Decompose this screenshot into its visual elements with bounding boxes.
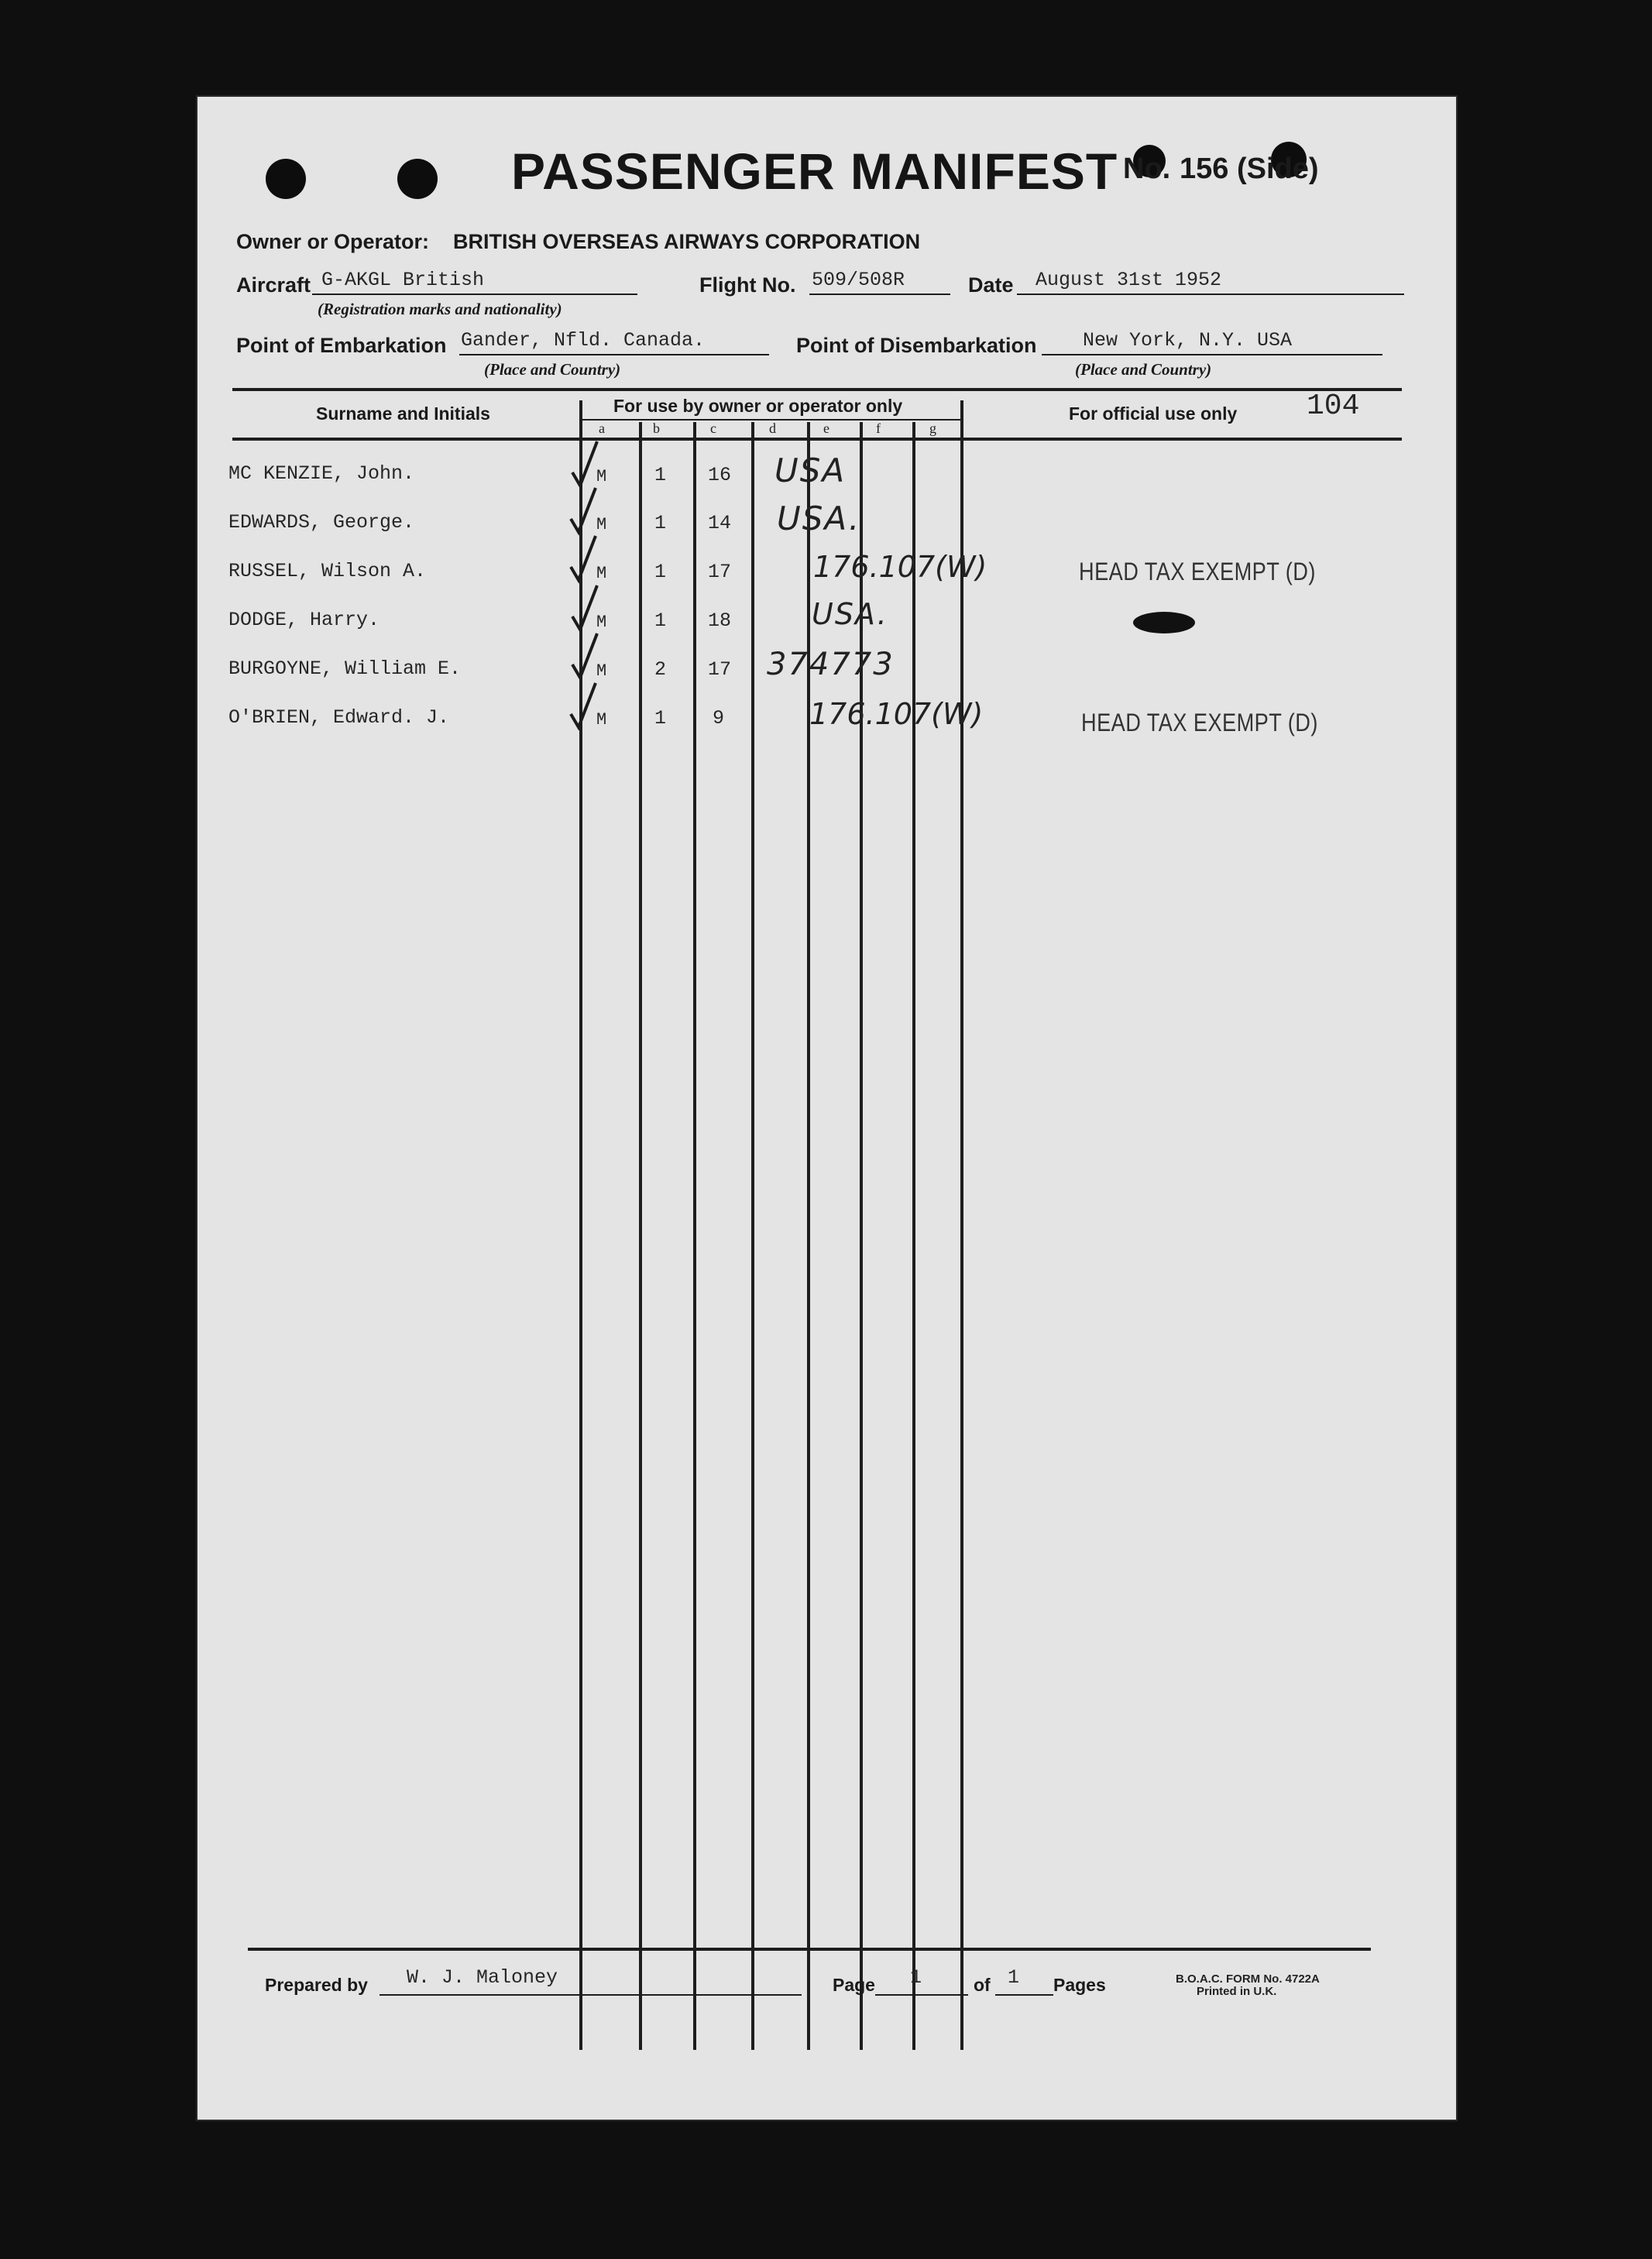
prepared-by-underline (380, 1994, 802, 1996)
passenger-age: 14 (708, 512, 732, 534)
flight-label: Flight No. (699, 273, 796, 297)
passenger-class: 1 (654, 512, 667, 534)
pages-underline (995, 1994, 1053, 1996)
prepared-by-label: Prepared by (265, 1975, 368, 1995)
footer-rule (248, 1948, 1371, 1951)
passenger-nationality: USA. (777, 500, 861, 537)
passenger-nationality: USA (774, 451, 847, 489)
passenger-age: 18 (708, 609, 732, 632)
passenger-nationality: 176.107(W) (813, 550, 987, 584)
manifest-number-label: No. (1123, 153, 1171, 185)
owner-label: Owner or Operator: (236, 230, 430, 253)
column-letter-g: g (929, 421, 936, 436)
manifest-sheet (197, 97, 1456, 2120)
column-divider (639, 422, 642, 2050)
embarkation-value: Gander, Nfld. Canada. (461, 329, 706, 352)
aircraft-underline (312, 294, 637, 295)
column-divider (693, 422, 696, 2050)
passenger-age: 9 (713, 707, 725, 730)
aircraft-label: Aircraft (236, 273, 311, 297)
passenger-sex: M (596, 467, 607, 486)
table-top-rule (232, 388, 1402, 391)
embarkation-underline (459, 354, 769, 355)
aircraft-sublabel: (Registration marks and nationality) (318, 300, 562, 318)
flight-value: 509/508R (812, 269, 905, 291)
form-number: B.O.A.C. FORM No. 4722A (1176, 1972, 1320, 1986)
official-number: 104 (1307, 390, 1360, 423)
embarkation-sublabel: (Place and Country) (484, 360, 621, 379)
date-label: Date (968, 273, 1014, 297)
column-letter-f: f (876, 421, 881, 436)
passenger-sex: M (596, 515, 607, 534)
column-letter-e: e (823, 421, 829, 436)
passenger-sex: M (596, 710, 607, 730)
page-underline (875, 1994, 968, 1996)
disembarkation-sublabel: (Place and Country) (1075, 360, 1212, 379)
passenger-name: O'BRIEN, Edward. J. (228, 706, 450, 729)
passenger-name: DODGE, Harry. (228, 609, 380, 631)
printed-in: Printed in U.K. (1197, 1985, 1277, 1998)
punch-hole-center (397, 159, 438, 199)
passenger-name: EDWARDS, George. (228, 511, 415, 534)
passenger-name: BURGOYNE, William E. (228, 657, 462, 680)
table-header-rule (232, 438, 1402, 441)
checkmark-icon (568, 679, 599, 741)
pages-label: Pages (1053, 1975, 1106, 1995)
passenger-age: 17 (708, 561, 732, 583)
column-letter-a: a (599, 421, 605, 436)
of-label: of (974, 1975, 991, 1995)
aircraft-value: G-AKGL British (321, 269, 485, 291)
surname-header: Surname and Initials (316, 403, 490, 424)
passenger-sex: M (596, 661, 607, 681)
passenger-class: 1 (654, 609, 667, 632)
official-header: For official use only (1069, 403, 1238, 424)
passenger-nationality: USA. (812, 597, 888, 631)
punch-hole-left (266, 159, 306, 199)
page-title: PASSENGER MANIFEST (511, 142, 1118, 200)
operator-header: For use by owner or operator only (613, 396, 903, 416)
passenger-class: 1 (654, 464, 667, 486)
disembarkation-label: Point of Disembarkation (796, 334, 1037, 357)
passenger-age: 17 (708, 658, 732, 681)
passenger-name: MC KENZIE, John. (228, 462, 415, 485)
passenger-age: 16 (708, 464, 732, 486)
prepared-by-value: W. J. Maloney (407, 1966, 558, 1989)
official-stamp: HEAD TAX EXEMPT (D) (1079, 558, 1316, 585)
column-letter-d: d (769, 421, 776, 436)
date-underline (1017, 294, 1404, 295)
official-stamp: HEAD TAX EXEMPT (D) (1081, 709, 1318, 736)
page-number: 1 (910, 1966, 922, 1989)
owner-value: BRITISH OVERSEAS AIRWAYS CORPORATION (453, 230, 921, 253)
passenger-sex: M (596, 613, 607, 632)
column-letter-c: c (710, 421, 716, 436)
column-divider (912, 422, 915, 2050)
disembarkation-value: New York, N.Y. USA (1083, 329, 1293, 352)
manifest-number: 156 (Side) (1180, 153, 1319, 185)
disembarkation-underline (1042, 354, 1382, 355)
pages-total: 1 (1008, 1966, 1020, 1989)
column-letter-b: b (653, 421, 660, 436)
column-divider (751, 422, 754, 2050)
passenger-class: 2 (654, 658, 667, 681)
flight-underline (809, 294, 950, 295)
passenger-name: RUSSEL, Wilson A. (228, 560, 427, 582)
passenger-class: 1 (654, 707, 667, 730)
passenger-class: 1 (654, 561, 667, 583)
redaction-blot (1133, 612, 1195, 633)
date-value: August 31st 1952 (1036, 269, 1222, 291)
passenger-sex: M (596, 564, 607, 583)
column-divider (960, 400, 963, 2050)
page-label: Page (833, 1975, 875, 1995)
embarkation-label: Point of Embarkation (236, 334, 447, 357)
passenger-nationality: 374773 (767, 647, 895, 682)
passenger-nationality: 176.107(W) (809, 697, 984, 731)
